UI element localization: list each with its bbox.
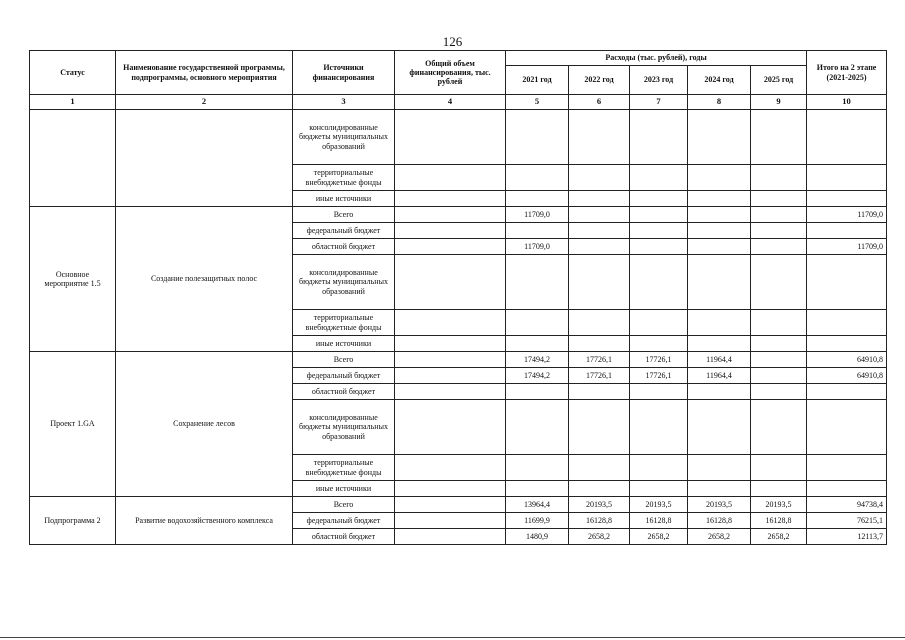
value-cell [569,255,630,310]
col-number: 8 [688,95,751,110]
volume-cell [395,336,506,352]
value-cell [751,239,807,255]
source-cell: территориальные внебюджетные фонды [293,165,395,191]
value-cell [688,207,751,223]
source-cell: областной бюджет [293,529,395,545]
page-number: 126 [442,34,463,49]
value-cell [506,255,569,310]
value-cell [506,336,569,352]
value-cell: 2658,2 [630,529,688,545]
value-cell [569,165,630,191]
value-cell [506,455,569,481]
value-cell: 2658,2 [751,529,807,545]
value-cell [569,336,630,352]
value-cell [630,223,688,239]
scan-edge-line [0,637,905,638]
header-year-2021: 2021 год [506,66,569,95]
source-cell: иные источники [293,336,395,352]
volume-cell [395,529,506,545]
value-cell [630,400,688,455]
value-cell [688,255,751,310]
value-cell: 20193,5 [630,497,688,513]
value-cell [506,384,569,400]
value-cell [688,384,751,400]
col-number: 7 [630,95,688,110]
total-cell [807,384,887,400]
total-cell [807,110,887,165]
value-cell [751,191,807,207]
source-cell: федеральный бюджет [293,223,395,239]
value-cell: 2658,2 [688,529,751,545]
value-cell [569,191,630,207]
total-cell [807,336,887,352]
value-cell: 11964,4 [688,352,751,368]
col-number: 9 [751,95,807,110]
col-number: 3 [293,95,395,110]
value-cell [506,481,569,497]
value-cell: 16128,8 [688,513,751,529]
status-cell: Подпрограмма 2 [30,497,116,545]
source-cell: консолидированные бюджеты муниципальных образований [293,400,395,455]
value-cell [506,165,569,191]
value-cell [569,110,630,165]
value-cell [688,165,751,191]
header-sources: Источники финансирования [293,51,395,95]
total-cell: 12113,7 [807,529,887,545]
total-cell: 76215,1 [807,513,887,529]
value-cell: 17726,1 [569,368,630,384]
value-cell [688,223,751,239]
value-cell: 17726,1 [630,368,688,384]
value-cell [688,455,751,481]
value-cell [751,455,807,481]
value-cell [630,481,688,497]
name-cell: Сохранение лесов [116,352,293,497]
value-cell [630,165,688,191]
value-cell [569,455,630,481]
volume-cell [395,191,506,207]
table-row [30,207,887,223]
header-status: Статус [30,51,116,95]
volume-cell [395,481,506,497]
value-cell [688,481,751,497]
total-cell [807,481,887,497]
col-number: 2 [116,95,293,110]
value-cell [630,336,688,352]
value-cell: 17726,1 [630,352,688,368]
total-cell [807,191,887,207]
value-cell: 20193,5 [569,497,630,513]
value-cell [569,310,630,336]
source-cell: федеральный бюджет [293,513,395,529]
col-number: 1 [30,95,116,110]
total-cell [807,223,887,239]
value-cell [751,384,807,400]
value-cell [506,110,569,165]
value-cell: 17494,2 [506,368,569,384]
value-cell [751,368,807,384]
value-cell: 16128,8 [569,513,630,529]
value-cell [688,400,751,455]
value-cell [751,165,807,191]
table-row [30,110,887,165]
table-row [30,497,887,513]
source-cell: областной бюджет [293,384,395,400]
col-number: 5 [506,95,569,110]
value-cell [751,352,807,368]
value-cell [630,384,688,400]
source-cell: территориальные внебюджетные фонды [293,455,395,481]
col-number: 4 [395,95,506,110]
value-cell [751,310,807,336]
total-cell: 94738,4 [807,497,887,513]
value-cell: 11709,0 [506,239,569,255]
value-cell: 17494,2 [506,352,569,368]
value-cell [630,191,688,207]
volume-cell [395,310,506,336]
column-number-row [30,95,887,110]
table-body [30,110,887,545]
value-cell [751,110,807,165]
value-cell: 2658,2 [569,529,630,545]
value-cell [506,310,569,336]
source-cell: иные источники [293,481,395,497]
header-total-volume: Общий объем финансирования, тыс. рублей [395,51,506,95]
value-cell: 11699,9 [506,513,569,529]
value-cell [569,481,630,497]
value-cell [506,223,569,239]
value-cell: 16128,8 [751,513,807,529]
header-year-2025: 2025 год [751,66,807,95]
value-cell: 20193,5 [751,497,807,513]
header-expenses: Расходы (тыс. рублей), годы [506,51,807,66]
header-year-2022: 2022 год [569,66,630,95]
source-cell: территориальные внебюджетные фонды [293,310,395,336]
total-cell: 11709,0 [807,207,887,223]
table-row [30,352,887,368]
header-year-2023: 2023 год [630,66,688,95]
volume-cell [395,110,506,165]
volume-cell [395,165,506,191]
name-cell [116,110,293,207]
value-cell [506,400,569,455]
value-cell [569,239,630,255]
value-cell [630,110,688,165]
value-cell: 13964,4 [506,497,569,513]
value-cell [751,255,807,310]
col-number: 6 [569,95,630,110]
volume-cell [395,400,506,455]
status-cell: Основное мероприятие 1.5 [30,207,116,352]
total-cell: 11709,0 [807,239,887,255]
total-cell [807,165,887,191]
value-cell: 16128,8 [630,513,688,529]
volume-cell [395,384,506,400]
total-cell [807,455,887,481]
total-cell [807,310,887,336]
value-cell [630,310,688,336]
value-cell [751,336,807,352]
value-cell [751,223,807,239]
value-cell: 11709,0 [506,207,569,223]
value-cell [688,110,751,165]
volume-cell [395,255,506,310]
source-cell: областной бюджет [293,239,395,255]
status-cell [30,110,116,207]
value-cell [751,481,807,497]
volume-cell [395,207,506,223]
value-cell [569,384,630,400]
value-cell [751,207,807,223]
value-cell [630,455,688,481]
value-cell [751,400,807,455]
source-cell: консолидированные бюджеты муниципальных образований [293,255,395,310]
volume-cell [395,455,506,481]
header-program-name: Наименование государственной программы, подпрограммы, основного мероприятия [116,51,293,95]
volume-cell [395,368,506,384]
total-cell: 64910,8 [807,352,887,368]
value-cell [630,255,688,310]
status-cell: Проект 1.GA [30,352,116,497]
volume-cell [395,497,506,513]
source-cell: Всего [293,352,395,368]
total-cell [807,400,887,455]
value-cell [569,207,630,223]
header-year-2024: 2024 год [688,66,751,95]
volume-cell [395,239,506,255]
value-cell: 20193,5 [688,497,751,513]
value-cell [506,191,569,207]
volume-cell [395,223,506,239]
value-cell [569,400,630,455]
value-cell: 17726,1 [569,352,630,368]
col-number: 10 [807,95,887,110]
value-cell [688,310,751,336]
source-cell: федеральный бюджет [293,368,395,384]
total-cell [807,255,887,310]
source-cell: Всего [293,497,395,513]
source-cell: консолидированные бюджеты муниципальных образований [293,110,395,165]
name-cell: Создание полезащитных полос [116,207,293,352]
value-cell: 11964,4 [688,368,751,384]
value-cell [569,223,630,239]
volume-cell [395,513,506,529]
header-itogo: Итого на 2 этапе (2021-2025) [807,51,887,95]
name-cell: Развитие водохозяйственного комплекса [116,497,293,545]
value-cell [630,207,688,223]
source-cell: Всего [293,207,395,223]
budget-table [29,50,887,545]
value-cell [688,191,751,207]
volume-cell [395,352,506,368]
source-cell: иные источники [293,191,395,207]
value-cell [630,239,688,255]
value-cell [688,336,751,352]
value-cell: 1480,9 [506,529,569,545]
total-cell: 64910,8 [807,368,887,384]
value-cell [688,239,751,255]
